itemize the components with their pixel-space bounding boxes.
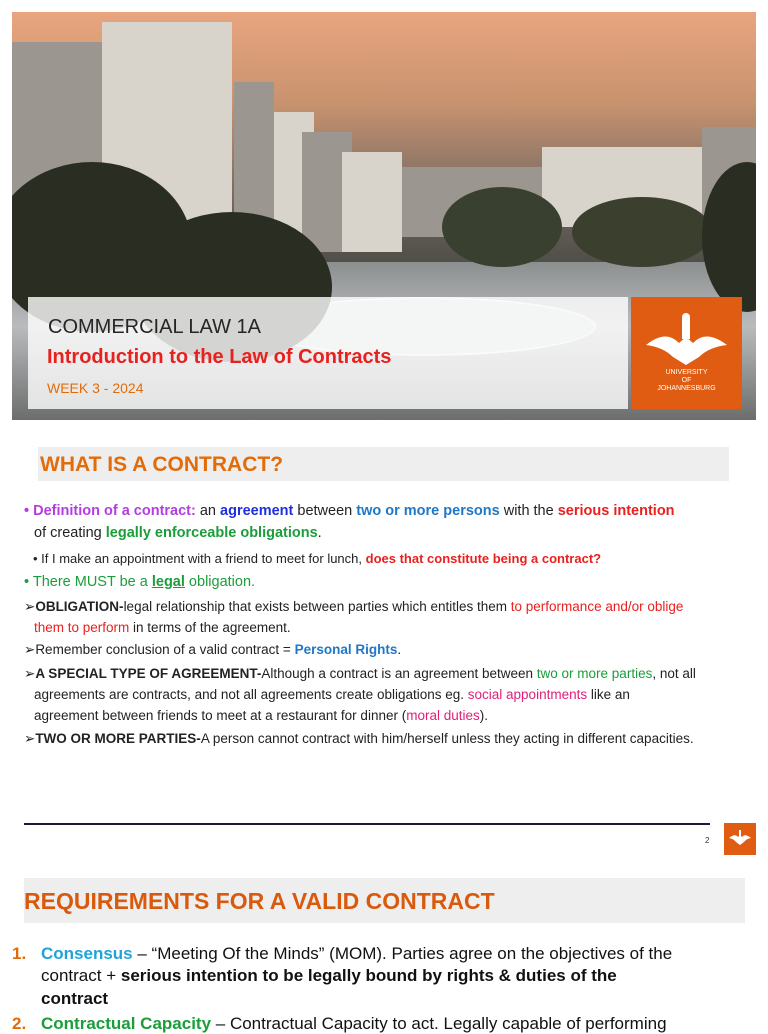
requirement-1: 1. xyxy=(12,944,27,963)
page-number: 2 xyxy=(705,836,710,845)
logo-line-2: OF xyxy=(681,377,692,384)
uj-emblem-icon xyxy=(631,307,742,377)
bullet-dot: • xyxy=(24,574,33,590)
building-5 xyxy=(342,152,402,252)
item-special-agreement-l2: agreements are contracts, and not all agreements create obligations eg. social appointments like an xyxy=(34,687,630,702)
sub-bullet-lunch: • If I make an appointment with a friend to meet for lunch, does that constitute being a contract? xyxy=(33,551,602,566)
uj-logo xyxy=(631,297,742,409)
arrow-bullet-icon: ➢ xyxy=(24,731,36,746)
footer-divider xyxy=(24,823,710,825)
bullet-definition-cont: of creating legally enforceable obligations. xyxy=(34,525,322,541)
bullet-dot: • xyxy=(33,551,42,566)
item-obligation-cont: them to perform in terms of the agreement. xyxy=(34,620,291,635)
uj-emblem-small-icon xyxy=(724,823,756,855)
requirements-heading-text: REQUIREMENTS FOR A VALID CONTRACT xyxy=(24,888,495,914)
section-heading-text: WHAT IS A CONTRACT? xyxy=(40,453,284,476)
logo-line-1: UNIVERSITY xyxy=(665,369,708,376)
tree xyxy=(442,187,562,267)
week-label: WEEK 3 - 2024 xyxy=(47,380,144,396)
section-heading xyxy=(38,447,729,481)
arrow-bullet-icon: ➢ xyxy=(24,599,36,614)
requirement-2: 2. xyxy=(12,1014,27,1033)
bullet-legal-obligation: • There MUST be a legal obligation. xyxy=(24,574,256,590)
requirement-1-l2: contract + serious intention to be legally bound by rights & duties of the xyxy=(41,966,617,985)
tree xyxy=(572,197,712,267)
bullet-dot: • xyxy=(24,503,34,519)
item-special-agreement-l3: agreement between friends to meet at a restaurant for dinner (moral duties). xyxy=(34,708,489,723)
requirement-2-text: Contractual Capacity – Contractual Capacity to act. Legally capable of performing xyxy=(41,1014,667,1033)
bullet-definition: • Definition of a contract: an agreement between two or more persons with the serious intention xyxy=(24,503,675,519)
item-remember: ➢Remember conclusion of a valid contract = Personal Rights. xyxy=(24,642,402,657)
uj-mini-logo xyxy=(724,823,756,855)
course-title: COMMERCIAL LAW 1A xyxy=(48,316,261,338)
requirements-heading xyxy=(24,878,745,923)
item-special-agreement: ➢A SPECIAL TYPE OF AGREEMENT-Although a contract is an agreement between two or more parties, not all xyxy=(24,666,696,681)
lecture-subtitle: Introduction to the Law of Contracts xyxy=(47,346,392,368)
arrow-bullet-icon: ➢ xyxy=(24,642,36,657)
item-two-parties: ➢TWO OR MORE PARTIES-A person cannot contract with him/herself unless they acting in different capacities. xyxy=(24,731,694,746)
requirement-1-l3: contract xyxy=(41,989,109,1008)
arrow-bullet-icon: ➢ xyxy=(24,666,36,681)
logo-line-3: JOHANNESBURG xyxy=(657,385,716,392)
requirement-1-text: Consensus – “Meeting Of the Minds” (MOM). Parties agree on the objectives of the xyxy=(41,944,673,963)
item-obligation: ➢OBLIGATION-legal relationship that exists between parties which entitles them to performance and/or oblige xyxy=(24,599,684,614)
